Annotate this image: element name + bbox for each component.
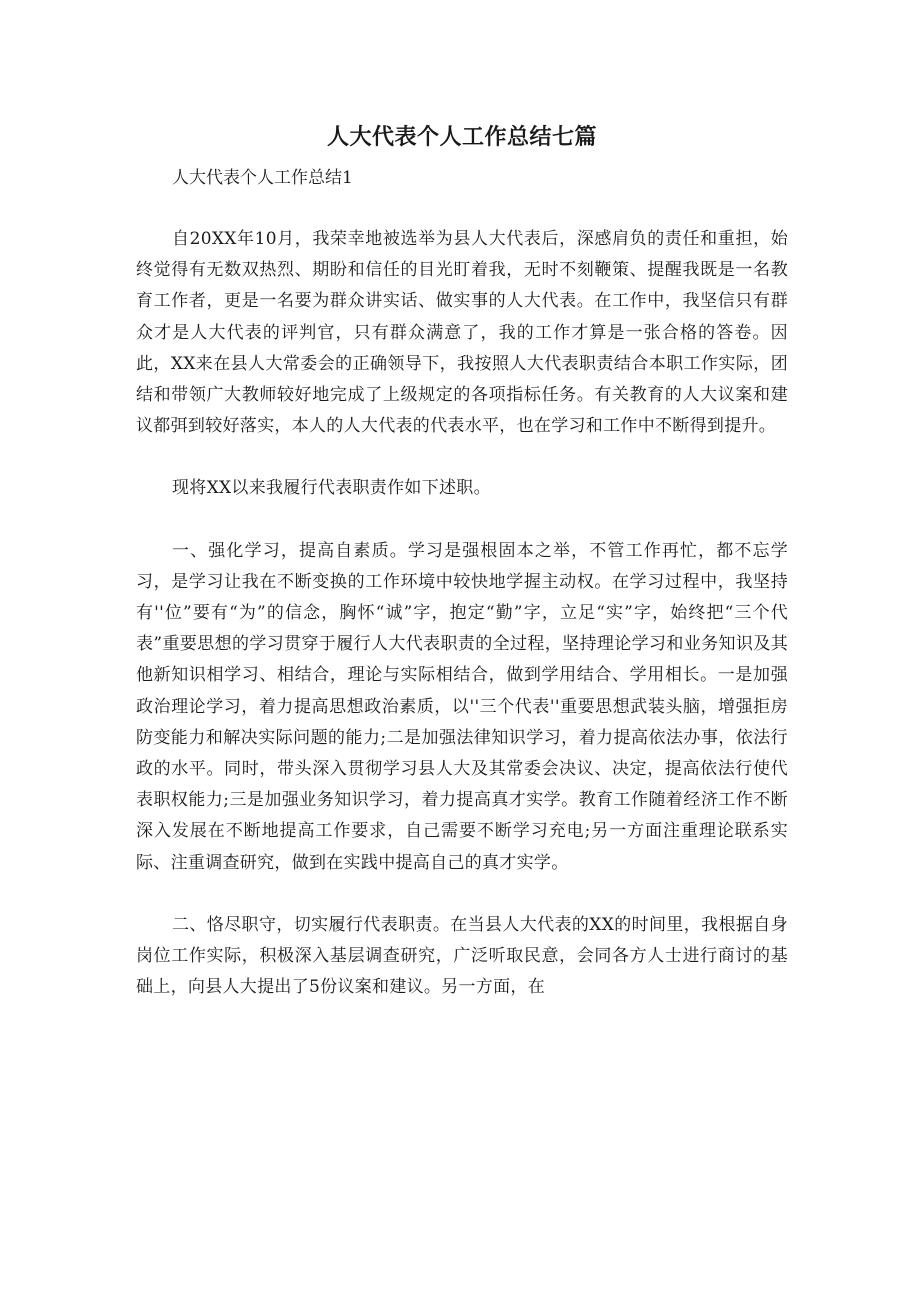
document-page [136, 118, 788, 1034]
paragraph-report-lead: 现将XX以来我履行代表职责作如下述职。 [172, 478, 491, 499]
paragraph-intro: 自20XX年10月，我荣幸地被选举为县人大代表后，深感肩负的责任和重担，始终觉得有无数双热烈、期盼和信任的目光盯着我，无时不刻鞭策、提醒我既是一名教育工作者，更是一名要为群众讲实话、做实事的人大代表。在工作中，我坚信只有群众才是人大代表的评判官，只有群众满意了，我的工作才算是一张合格的答卷。因此，XX来在县人大常委会的正确领导下，我按照人大代表职责结合本职工作实际，团结和带领广大教师较好地完成了上级规定的各项指标任务。有关教育的人大议案和建议都弭到较好落实，本人的人大代表的代表水平，也在学习和工作中不断得到提升。 [136, 229, 788, 437]
paragraph-study: 一、强化学习，提高自素质。学习是强根固本之举，不管工作再忙，都不忘学习，是学习让我在不断变换的工作环境中较快地学握主动权。在学习过程中，我坚持有''位”要有“为”的信念，胸怀“诚”字，抱定“勤”字，立足“实”字，始终把“三个代表”重要思想的学习贯穿于履行人大代表职责的全过程，坚持理论学习和业务知识及其他新知识相学习、相结合，理论与实际相结合，做到学用结合、学用相长。一是加强政治理论学习，着力提高思想政治素质，以''三个代表''重要思想武装头脑，增强拒房防变能力和解决实际问题的能力;二是加强法律知识学习，着力提高依法办事，依法行政的水平。同时，带头深入贯彻学习县人大及其常委会决议、决定，提高依法行使代表职权能力;三是加强业务知识学习，着力提高真才实学。教育工作随着经济工作不断深入发展在不断地提高工作要求，自己需要不断学习充电;另一方面注重理论联系实际、注重调查研究，做到在实践中提高自己的真才实学。 [136, 540, 788, 873]
section-heading: 人大代表个人工作总结1 [172, 168, 353, 188]
paragraph-duty: 二、恪尽职守，切实履行代表职责。在当县人大代表的XX的时间里，我根据自身岗位工作实际，积极深入基层调查研究，广泛听取民意，会同各方人士进行商讨的基础上，向县人大提出了5份议案和建议。另一方面，在 [136, 914, 788, 998]
document-title: 人大代表个人工作总结七篇 [326, 125, 597, 150]
